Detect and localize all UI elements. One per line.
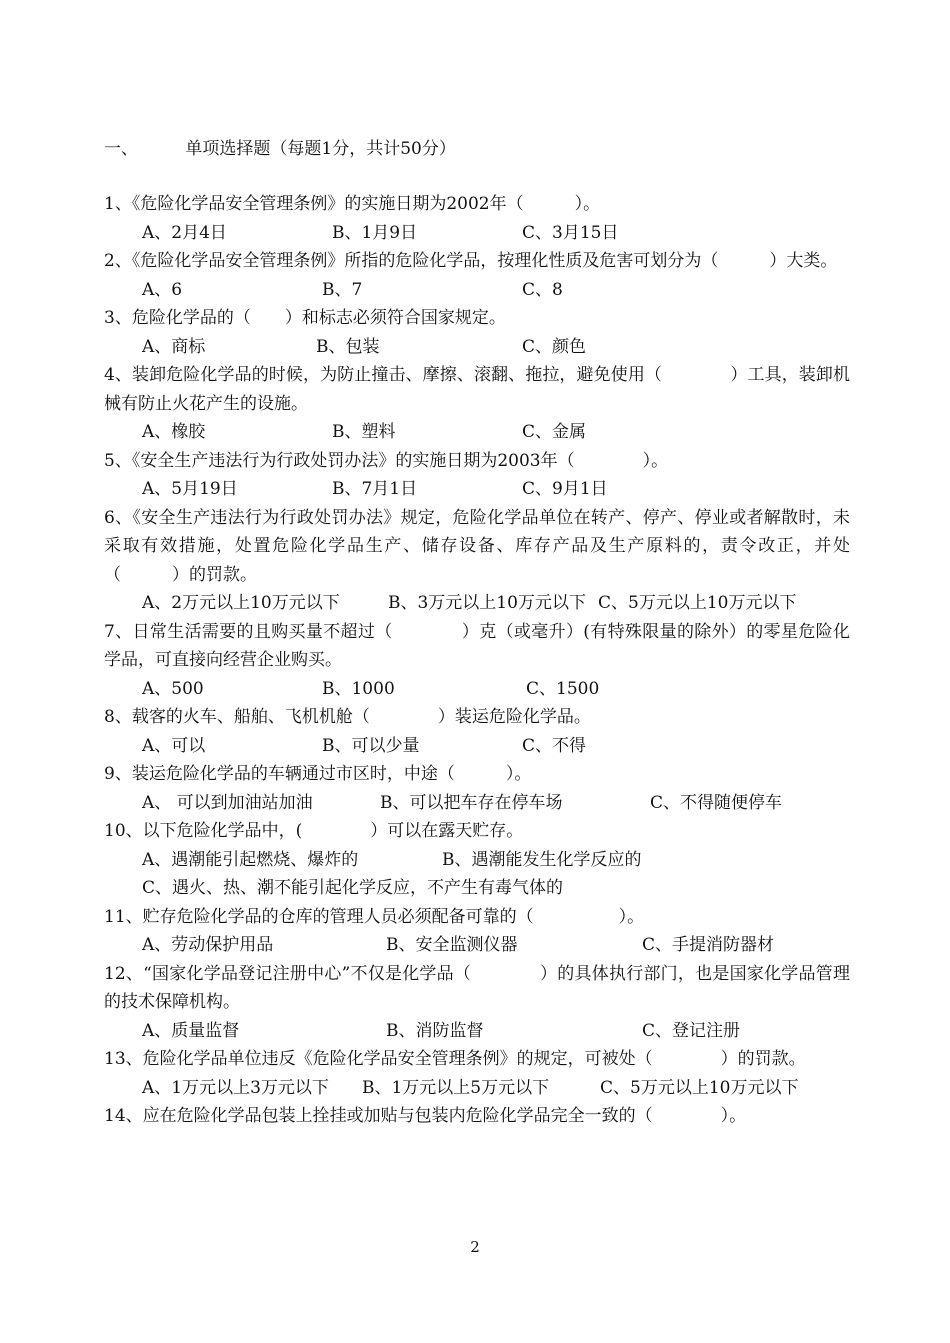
section-number: 一、 <box>104 139 138 159</box>
option-row <box>104 219 850 248</box>
option-row <box>104 732 850 761</box>
option-text: B、1000 <box>322 678 395 699</box>
option-text: B、安全监测仪器 <box>386 935 518 955</box>
option-text: B、可以少量 <box>322 735 420 756</box>
question-item <box>104 960 850 1046</box>
option-text: B、消防监督 <box>386 1020 484 1041</box>
question-item <box>104 874 850 903</box>
question-item <box>104 361 850 447</box>
option-row <box>104 276 850 305</box>
question-list <box>104 190 850 1131</box>
question-item <box>104 447 850 504</box>
question-item <box>104 703 850 760</box>
option-row <box>104 789 850 818</box>
option-text: B、7 <box>322 279 363 300</box>
question-item <box>104 618 850 704</box>
option-text: C、手提消防器材 <box>642 935 775 955</box>
question-stem: 1、《危险化学品安全管理条例》的实施日期为2002年（ ）。 <box>104 194 601 214</box>
option-text: B、可以把车存在停车场 <box>380 792 563 813</box>
option-text: B、1月9日 <box>332 222 418 243</box>
question-stem: 6、《安全生产违法行为行政处罚办法》规定，危险化学品单位在转产、停产、停业或者解散时，未采取有效措施，处置危险化学品生产、储存设备、库存产品及生产原料的，责令改正，并处（ ）的罚款。 <box>104 507 850 585</box>
option-text: A、5月19日 <box>142 479 238 499</box>
question-stem: 5、《安全生产违法行为行政处罚办法》的实施日期为2003年（ ）。 <box>104 450 669 471</box>
question-stem: 7、日常生活需要的且购买量不超过（ ）克（或毫升）(有特殊限量的除外）的零星危险化学品，可直接向经营企业购买。 <box>104 621 850 670</box>
question-stem: 8、载客的火车、船舶、飞机机舱（ ）装运危险化学品。 <box>104 707 591 727</box>
question-item <box>104 760 850 817</box>
option-text: C、3月15日 <box>522 222 619 243</box>
option-text: C、5万元以上10万元以下 <box>600 1077 799 1098</box>
question-stem: 2、《危险化学品安全管理条例》所指的危险化学品，按理化性质及危害可划分为（ ）大类。 <box>104 251 838 271</box>
option-text: A、橡胶 <box>142 422 206 442</box>
option-text: C、9月1日 <box>522 479 608 499</box>
option-text: B、遇潮能发生化学反应的 <box>442 849 642 870</box>
question-item <box>104 1102 850 1131</box>
option-text: B、塑料 <box>332 422 396 442</box>
option-text: C、不得 <box>522 735 587 756</box>
question-stem: 9、装运危险化学品的车辆通过市区时，中途（ ）。 <box>104 764 532 784</box>
question-item <box>104 190 850 247</box>
question-item <box>104 504 850 618</box>
option-text: C、8 <box>522 279 563 300</box>
page-number: 2 <box>470 1238 480 1256</box>
question-stem: 11、贮存危险化学品的仓库的管理人员必须配备可靠的（ ）。 <box>104 906 645 927</box>
option-text: C、遇火、热、潮不能引起化学反应，不产生有毒气体的 <box>142 878 564 898</box>
option-text: C、金属 <box>522 422 587 442</box>
section-title: 单项选择题（每题1分，共计50分） <box>185 139 456 159</box>
question-stem: 3、危险化学品的（ ）和标志必须符合国家规定。 <box>104 308 506 328</box>
option-row <box>104 1074 850 1103</box>
option-text: A、劳动保护用品 <box>142 935 274 955</box>
option-text: B、1万元以上5万元以下 <box>362 1077 550 1098</box>
question-item <box>104 903 850 960</box>
option-text: B、3万元以上10万元以下 <box>388 593 586 613</box>
option-text: A、 可以到加油站加油 <box>142 792 313 813</box>
option-text: A、2万元以上10万元以下 <box>142 593 340 613</box>
question-item <box>104 817 850 874</box>
option-text: A、遇潮能引起燃烧、爆炸的 <box>142 849 359 870</box>
question-item <box>104 1045 850 1102</box>
question-stem: 10、以下危险化学品中，( ）可以在露天贮存。 <box>104 821 524 841</box>
option-text: C、登记注册 <box>642 1020 741 1041</box>
option-row <box>104 846 850 875</box>
question-stem: 4、装卸危险化学品的时候，为防止撞击、摩擦、滚翻、拖拉，避免使用（ ）工具，装卸机械有防止火花产生的设施。 <box>104 365 850 414</box>
option-text: B、包装 <box>316 336 380 357</box>
question-stem: 14、应在危险化学品包装上拴挂或加贴与包装内危险化学品完全一致的（ ）。 <box>104 1106 747 1126</box>
option-row <box>104 333 850 362</box>
section-heading <box>104 134 456 159</box>
question-stem: 13、危险化学品单位违反《危险化学品安全管理条例》的规定，可被处（ ）的罚款。 <box>104 1049 806 1069</box>
option-row <box>104 675 850 704</box>
option-row <box>104 418 850 447</box>
question-item <box>104 304 850 361</box>
option-text: B、7月1日 <box>332 479 418 499</box>
option-row <box>104 475 850 504</box>
option-text: C、颜色 <box>522 336 587 357</box>
option-row <box>104 1017 850 1046</box>
question-item <box>104 247 850 304</box>
option-text: A、质量监督 <box>142 1020 240 1041</box>
option-text: A、6 <box>142 279 183 300</box>
option-text: A、1万元以上3万元以下 <box>142 1077 329 1098</box>
question-stem: 12、“国家化学品登记注册中心”不仅是化学品（ ）的具体执行部门，也是国家化学品管理的技术保障机构。 <box>104 963 850 1012</box>
option-text: C、不得随便停车 <box>650 792 783 813</box>
option-text: C、1500 <box>526 678 600 699</box>
option-text: A、可以 <box>142 735 206 756</box>
option-text: A、商标 <box>142 336 206 357</box>
option-text: C、5万元以上10万元以下 <box>598 593 797 613</box>
option-text: A、500 <box>142 678 204 699</box>
option-row <box>104 589 850 618</box>
option-row <box>104 874 850 903</box>
option-text: A、2月4日 <box>142 222 227 243</box>
option-row <box>104 931 850 960</box>
